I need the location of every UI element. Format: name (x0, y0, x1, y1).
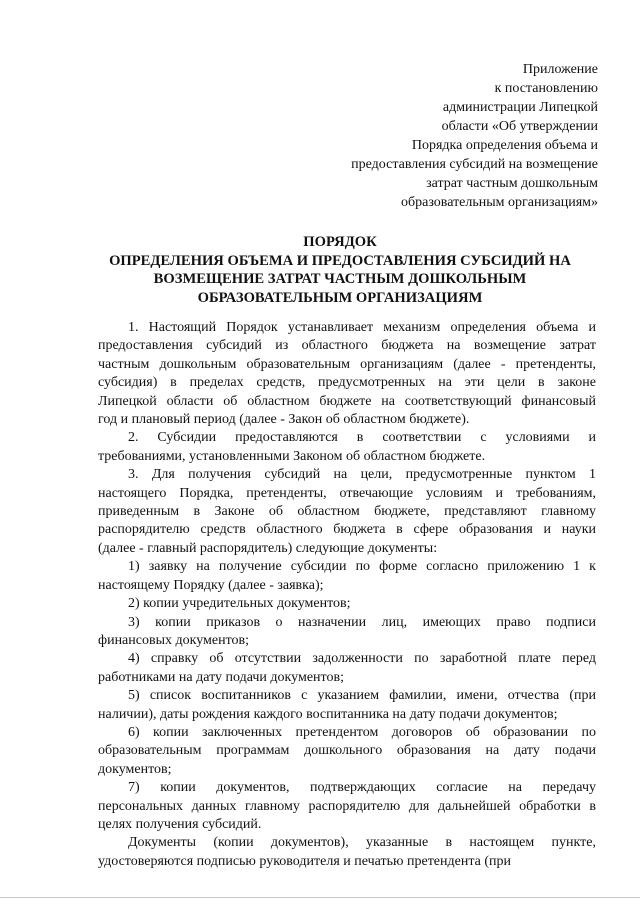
appendix-line: Приложение (522, 62, 598, 77)
paragraph-line: Документы (копии документов), указанные в настоящем пункте, (128, 835, 596, 851)
title-line: ВОЗМЕЩЕНИЕ ЗАТРАТ ЧАСТНЫМ ДОШКОЛЬНЫМ (153, 271, 527, 287)
paragraph-line: субсидия) в пределах средств, предусмотренных на эти цели в законе (98, 375, 596, 391)
paragraph (98, 319, 596, 429)
paragraph (98, 687, 596, 724)
paragraph-line: финансовых документов; (98, 632, 250, 648)
paragraph-line: 1. Настоящий Порядок устанавливает механизм определения объема и (128, 320, 596, 335)
paragraph-line: удостоверяются подписью руководителя и печатью претендента (при (98, 853, 511, 869)
paragraph (98, 650, 596, 687)
paragraph-line: год и плановый период (далее - Закон об областном бюджете). (98, 412, 470, 428)
paragraph (98, 429, 596, 466)
appendix-line: администрации Липецкой (442, 100, 598, 115)
appendix-line: Порядка определения объема и (411, 138, 598, 153)
title-line: ПОРЯДОК (303, 234, 377, 250)
title-line: ОБРАЗОВАТЕЛЬНЫМ ОРГАНИЗАЦИЯМ (197, 289, 483, 306)
paragraph-line: 2) копии учредительных документов; (128, 596, 351, 612)
paragraph (98, 724, 596, 779)
paragraph-line: 3) копии приказов о назначении лиц, имеющих право подписи (128, 614, 596, 630)
appendix-line: предоставления субсидий на возмещение (351, 157, 598, 172)
paragraph-line: 1) заявку на получение субсидии по форме согласно приложению 1 к (128, 559, 596, 575)
paragraph (98, 595, 596, 613)
document-title (100, 233, 580, 307)
paragraph-line: приведенным в Законе об областном бюджете, представляют главному (98, 504, 596, 520)
paragraph-line: 5) список воспитанников с указанием фамилии, имени, отчества (при (128, 688, 596, 704)
title-line: ОПРЕДЕЛЕНИЯ ОБЪЕМА И ПРЕДОСТАВЛЕНИЯ СУБСИДИЙ НА (109, 252, 571, 269)
paragraph-line: распорядителю средств областного бюджета в сфере образования и науки (98, 522, 596, 538)
paragraph-line: предоставления субсидий из областного бюджета на возмещение затрат (98, 338, 596, 354)
paragraph (98, 558, 596, 595)
paragraph (98, 466, 596, 558)
document-body (98, 319, 596, 871)
appendix-line: затрат частным дошкольным (426, 176, 598, 191)
paragraph (98, 779, 596, 834)
paragraph-line: образовательным программам дошкольного образования на дату подачи (98, 743, 596, 759)
paragraph-line: 4) справку об отсутствии задолженности по заработной плате перед (128, 651, 596, 667)
paragraph-line: 2. Субсидии предоставляются в соответствии с условиями и (128, 430, 596, 446)
paragraph-line: 6) копии заключенных претендентом договоров об образовании по (128, 724, 596, 740)
paragraph-line: наличии), даты рождения каждого воспитанника на дату подачи документов; (98, 706, 558, 722)
paragraph-line: Липецкой области об областном бюджете на соответствующий финансовый (98, 393, 596, 409)
paragraph-line: работниками на дату подачи документов; (98, 669, 344, 685)
paragraph-line: целях получения субсидий. (98, 816, 262, 832)
appendix-line: образовательным организациям» (401, 195, 598, 210)
paragraph-line: 7) копии документов, подтверждающих согласие на передачу (128, 780, 596, 796)
scan-edge-line (0, 897, 640, 898)
paragraph-line: настоящего Порядка, претенденты, отвечающие условиям и требованиям, (98, 485, 596, 501)
paragraph-line: 3. Для получения субсидий на цели, предусмотренные пунктом 1 (128, 467, 596, 483)
paragraph (98, 834, 596, 871)
appendix-line: к постановлению (494, 81, 598, 96)
appendix-header (318, 60, 598, 212)
paragraph-line: документов; (98, 761, 172, 777)
paragraph-line: настоящему Порядку (далее - заявка); (98, 577, 324, 593)
paragraph (98, 614, 596, 651)
paragraph-line: персональных данных главному распорядителю для дальнейшей обработки в (98, 798, 596, 814)
paragraph-line: требованиями, установленными Законом об областном бюджете. (98, 448, 486, 464)
paragraph-line: частным дошкольным образовательным организациям (далее - претенденты, (98, 356, 596, 372)
paragraph-line: (далее - главный распорядитель) следующие документы: (98, 540, 438, 556)
appendix-line: области «Об утверждении (441, 119, 598, 134)
